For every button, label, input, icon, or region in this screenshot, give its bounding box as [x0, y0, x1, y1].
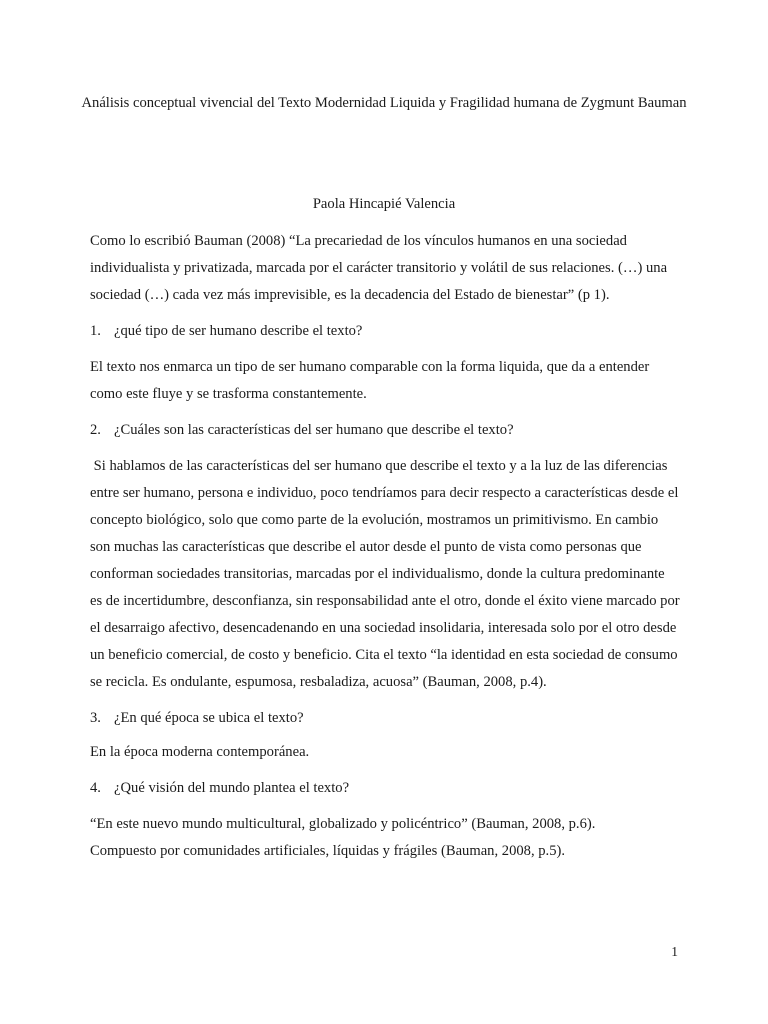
question-number: 3. [90, 710, 101, 726]
question-text: ¿Qué visión del mundo plantea el texto? [114, 780, 350, 796]
question-number: 2. [90, 422, 101, 438]
question-text: ¿qué tipo de ser humano describe el texto? [114, 323, 363, 339]
question-1 [90, 320, 680, 342]
question-4 [90, 777, 680, 799]
question-3 [90, 707, 680, 729]
question-text: ¿En qué época se ubica el texto? [114, 710, 304, 726]
answer-line: Compuesto por comunidades artificiales, líquidas y frágiles (Bauman, 2008, p.5). [90, 843, 566, 859]
question-number: 4. [90, 780, 101, 796]
document-title: Análisis conceptual vivencial del Texto Modernidad Liquida y Fragilidad humana de Zygmunt Bauman [81, 95, 687, 111]
page-number: 1 [671, 944, 678, 959]
answer-3: En la época moderna contemporánea. [90, 744, 310, 760]
author-name: Paola Hincapié Valencia [312, 196, 456, 212]
answer-2: Si hablamos de las características del ser humano que describe el texto y a la luz de las diferencias entre ser humano, persona e individuo, poco tendríamos para decir respecto a características desde el concepto biológico, solo que como parte de la evolución, mostramos un primitivismo. En cambio son muchas las características que describe el autor desde el punto de vista como personas que conforman sociedades transitorias, marcadas por el individualismo, donde la cultura predominante es de incertidumbre, desconfianza, sin responsabilidad ante el otro, donde el éxito viene marcado por el desarraigo afectivo, desencadenando en una sociedad insolidaria, interesada solo por el otro desde un beneficio comercial, de costo y beneficio. Cita el texto “la identidad en esta sociedad de consumo se recicla. Es ondulante, espumosa, resbaladiza, acuosa” (Bauman, 2008, p.4). [90, 458, 684, 690]
document-body [90, 228, 684, 876]
answer-line: “En este nuevo mundo multicultural, globalizado y policéntrico” (Bauman, 2008, p.6). [90, 816, 596, 832]
question-2 [90, 419, 680, 441]
question-text: ¿Cuáles son las características del ser humano que describe el texto? [114, 422, 514, 438]
question-number: 1. [90, 323, 101, 339]
answer-1: El texto nos enmarca un tipo de ser humano comparable con la forma liquida, que da a entender como este fluye y se trasforma constantemente. [90, 359, 650, 402]
answer-4 [90, 811, 680, 865]
intro-paragraph: Como lo escribió Bauman (2008) “La precariedad de los vínculos humanos en una sociedad individualista y privatizada, marcada por el carácter transitorio y volátil de sus relaciones. (…) una sociedad (…) cada vez más imprevisible, es la decadencia del Estado de bienestar” (p 1). [90, 233, 668, 303]
